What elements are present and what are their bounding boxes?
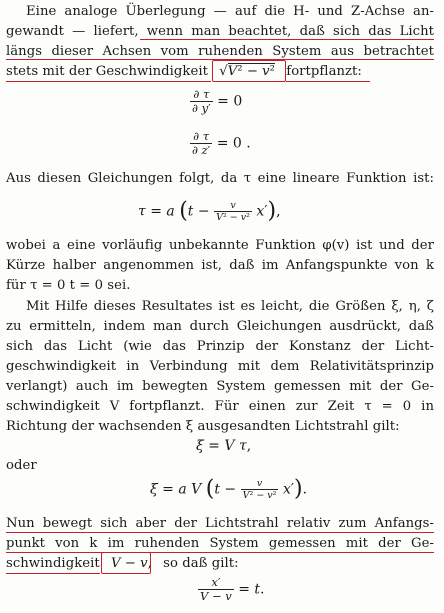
paragraph2-line2: wobei a eine vorläufig unbekannte Funktion φ(v) ist und der: [6, 238, 434, 253]
paragraph3-line7: Richtung der wachsenden ξ ausgesandten Lichtstrahl gilt:: [6, 419, 400, 434]
equation-dtau-dz: $\frac{\partial \tau}{\partial z'}$ = 0 .: [192, 129, 251, 157]
paragraph1-line1: Eine analoge Überlegung — auf die H- und Z-Achse an-: [26, 4, 434, 19]
annotation-underline-7: [6, 573, 100, 574]
formula-v-minus-v: V − v,: [110, 556, 152, 571]
paragraph3-line6: schwindigkeit V fortpflanzt. Für einen zur Zeit τ = 0 in: [6, 399, 434, 414]
paragraph4-line3-start: schwindigkeit: [6, 556, 100, 571]
paragraph3-line4: geschwindigkeit in Verbindung mit dem Relativitätsprinzip: [6, 359, 434, 374]
paragraph2-line1: Aus diesen Gleichungen folgt, da τ eine lineare Funktion ist:: [6, 171, 434, 186]
paragraph2-line3: Kürze halber angenommen ist, daß im Anfangspunkte von k: [6, 258, 434, 273]
paragraph1-line2: gewandt — liefert, wenn man beachtet, daß sich das Licht: [6, 24, 434, 39]
paragraph1-line4-end: fortpflanzt:: [286, 64, 362, 79]
annotation-underline-3: [6, 81, 211, 82]
paragraph4-line2: punkt von k im ruhenden System gemessen mit der Ge-: [6, 536, 434, 551]
equation-xi-vtau: ξ = V τ,: [196, 438, 252, 454]
annotation-underline-1: [140, 39, 434, 40]
equation-xi-full: ξ = a V (t − $\frac{v}{\text{V² − v²}}$ x′).: [150, 476, 308, 502]
annotation-underline-4: [286, 81, 370, 82]
annotation-underline-5: [6, 532, 434, 533]
paragraph3-line5: verlangt) auch im bewegten System gemessen mit der Ge-: [6, 379, 434, 394]
paragraph4-line3: [6, 554, 434, 574]
connector-oder: oder: [6, 458, 37, 473]
paragraph2-line4: für τ = 0 t = 0 sei.: [6, 278, 131, 293]
paragraph3-line2: zu ermitteln, indem man durch Gleichungen ausdrückt, daß: [6, 319, 434, 334]
paragraph4-line3-end: so daß gilt:: [163, 556, 239, 571]
paragraph4-line1: Nun bewegt sich aber der Lichtstrahl relativ zum Anfangs-: [6, 516, 434, 531]
paragraph1-line3: längs dieser Achsen vom ruhenden System aus betrachtet: [6, 44, 434, 59]
annotation-box-v-minus-v: [101, 552, 151, 574]
equation-tau-linear: τ = a (t − $\frac{v}{\text{V² − v²}}$ x′),: [138, 198, 281, 224]
paragraph3-line1: Mit Hilfe dieses Resultates ist es leicht, die Größen ξ, η, ζ: [26, 299, 434, 314]
paragraph1-line4-start: stets mit der Geschwindigkeit: [6, 64, 208, 79]
annotation-underline-6: [6, 552, 434, 553]
paragraph3-line3: sich das Licht (wie das Prinzip der Konstanz der Licht-: [6, 339, 434, 354]
formula-sqrt-v2-minus-v2: √V² − v²: [219, 64, 276, 79]
equation-dtau-dy: $\frac{\partial \tau}{\partial y'}$ = 0: [192, 87, 243, 115]
equation-x-over-v-minus-v: $\frac{x'}{V - v}$ = t.: [200, 575, 265, 603]
annotation-box-sqrt: [212, 60, 286, 82]
